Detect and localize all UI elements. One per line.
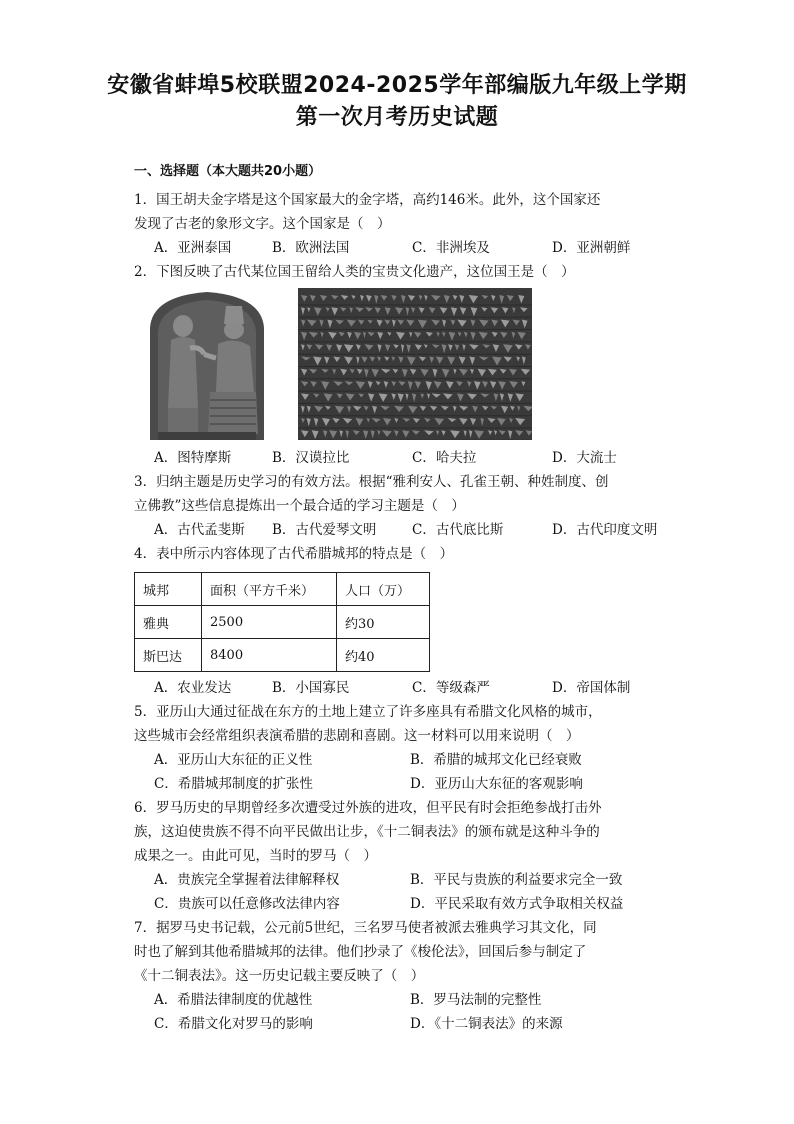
question-7-line-2: 时也了解到其他希腊城邦的法律。他们抄录了《梭伦法》，回国后参与制定了	[134, 944, 587, 960]
option-a[interactable]: A．亚历山大东征的正义性	[154, 752, 313, 768]
question-3-line-1: 3．归纳主题是历史学习的有效方法。根据“雅利安人、孔雀王朝、种姓制度、创	[134, 474, 609, 490]
question-1	[134, 188, 666, 260]
option-d[interactable]: D．帝国体制	[552, 680, 631, 696]
question-2	[134, 260, 666, 470]
option-d[interactable]: D．古代印度文明	[552, 522, 658, 538]
title-line-2: 第一次月考历史试题	[295, 105, 499, 130]
option-d[interactable]: D．亚历山大东征的客观影响	[410, 776, 583, 792]
option-c[interactable]: C．非洲埃及	[412, 240, 490, 256]
table-cell: 约30	[337, 606, 430, 639]
table-header-row	[135, 573, 430, 606]
question-5	[134, 700, 666, 796]
option-d[interactable]: D．平民采取有效方式争取相关权益	[410, 896, 624, 912]
option-a[interactable]: A．贵族完全掌握着法律解释权	[154, 872, 340, 888]
question-1-line-1: 1．国王胡夫金字塔是这个国家最大的金字塔，高约146米。此外，这个国家还	[134, 192, 601, 208]
question-5-line-2: 这些城市会经常组织表演希腊的悲剧和喜剧。这一材料可以用来说明（ ）	[134, 728, 580, 744]
option-d[interactable]: D．《十二铜表法》的来源	[410, 1016, 563, 1032]
question-5-options	[134, 748, 666, 796]
table-cell: 斯巴达	[135, 639, 202, 672]
hammurabi-stele-image	[138, 288, 276, 440]
question-6-options	[134, 868, 666, 916]
exam-title	[0, 70, 794, 134]
option-d[interactable]: D．大流士	[552, 450, 617, 466]
option-b[interactable]: B．欧洲法国	[272, 240, 350, 256]
table-cell: 约40	[337, 639, 430, 672]
question-7	[134, 916, 666, 1036]
question-4	[134, 542, 666, 700]
section-heading: 一、选择题（本大题共20小题）	[134, 164, 322, 179]
option-d[interactable]: D．亚洲朝鲜	[552, 240, 631, 256]
question-6	[134, 796, 666, 916]
option-a[interactable]: A．希腊法律制度的优越性	[154, 992, 313, 1008]
option-b[interactable]: B．小国寡民	[272, 680, 350, 696]
exam-content	[134, 160, 666, 1036]
option-c[interactable]: C．等级森严	[412, 680, 490, 696]
table-header-cell: 面积（平方千米）	[202, 573, 337, 606]
city-state-table	[134, 572, 430, 672]
option-a[interactable]: A．农业发达	[154, 680, 232, 696]
table-row	[135, 639, 430, 672]
question-7-line-3: 《十二铜表法》。这一历史记载主要反映了（ ）	[134, 968, 425, 984]
option-a[interactable]: A．亚洲泰国	[154, 240, 232, 256]
question-4-options	[134, 676, 666, 700]
option-c[interactable]: C．贵族可以任意修改法律内容	[154, 896, 340, 912]
title-line-1: 安徽省蚌埠5校联盟2024-2025学年部编版九年级上学期	[107, 73, 687, 98]
question-6-line-1: 6．罗马历史的早期曾经多次遭受过外族的进攻，但平民有时会拒绝参战打击外	[134, 800, 602, 816]
option-b[interactable]: B．古代爱琴文明	[272, 522, 377, 538]
question-2-line-1: 2．下图反映了古代某位国王留给人类的宝贵文化遗产，这位国王是（ ）	[134, 264, 575, 280]
question-3	[134, 470, 666, 542]
table-header-cell: 人口（万）	[337, 573, 430, 606]
table-header-cell: 城邦	[135, 573, 202, 606]
question-1-line-2: 发现了古老的象形文字。这个国家是（ ）	[134, 216, 391, 232]
option-c[interactable]: C．希腊文化对罗马的影响	[154, 1016, 313, 1032]
option-b[interactable]: B．希腊的城邦文化已经衰败	[410, 752, 582, 768]
option-c[interactable]: C．古代底比斯	[412, 522, 504, 538]
question-1-options	[134, 236, 666, 260]
option-a[interactable]: A．古代孟斐斯	[154, 522, 245, 538]
question-3-line-2: 立佛教”这些信息提炼出一个最合适的学习主题是（ ）	[134, 498, 465, 514]
question-4-line-1: 4．表中所示内容体现了古代希腊城邦的特点是（ ）	[134, 546, 454, 562]
option-b[interactable]: B．平民与贵族的利益要求完全一致	[410, 872, 623, 888]
option-a[interactable]: A．图特摩斯	[154, 450, 232, 466]
option-c[interactable]: C．希腊城邦制度的扩张性	[154, 776, 313, 792]
question-2-options	[134, 446, 666, 470]
table-cell: 8400	[202, 639, 337, 672]
table-row	[135, 606, 430, 639]
table-cell: 雅典	[135, 606, 202, 639]
question-7-options	[134, 988, 666, 1036]
question-3-options	[134, 518, 666, 542]
cuneiform-inscription-image	[298, 288, 532, 440]
table-cell: 2500	[202, 606, 337, 639]
question-5-line-1: 5．亚历山大通过征战在东方的土地上建立了许多座具有希腊文化风格的城市，	[134, 704, 602, 720]
question-6-line-2: 族，这迫使贵族不得不向平民做出让步，《十二铜表法》的颁布就是这种斗争的	[134, 824, 600, 840]
option-b[interactable]: B．罗马法制的完整性	[410, 992, 542, 1008]
question-7-line-1: 7．据罗马史书记载，公元前5世纪，三名罗马使者被派去雅典学习其文化，同	[134, 920, 597, 936]
option-b[interactable]: B．汉谟拉比	[272, 450, 350, 466]
option-c[interactable]: C．哈夫拉	[412, 450, 477, 466]
question-6-line-3: 成果之一。由此可见，当时的罗马（ ）	[134, 848, 377, 864]
question-2-figures	[138, 288, 666, 440]
